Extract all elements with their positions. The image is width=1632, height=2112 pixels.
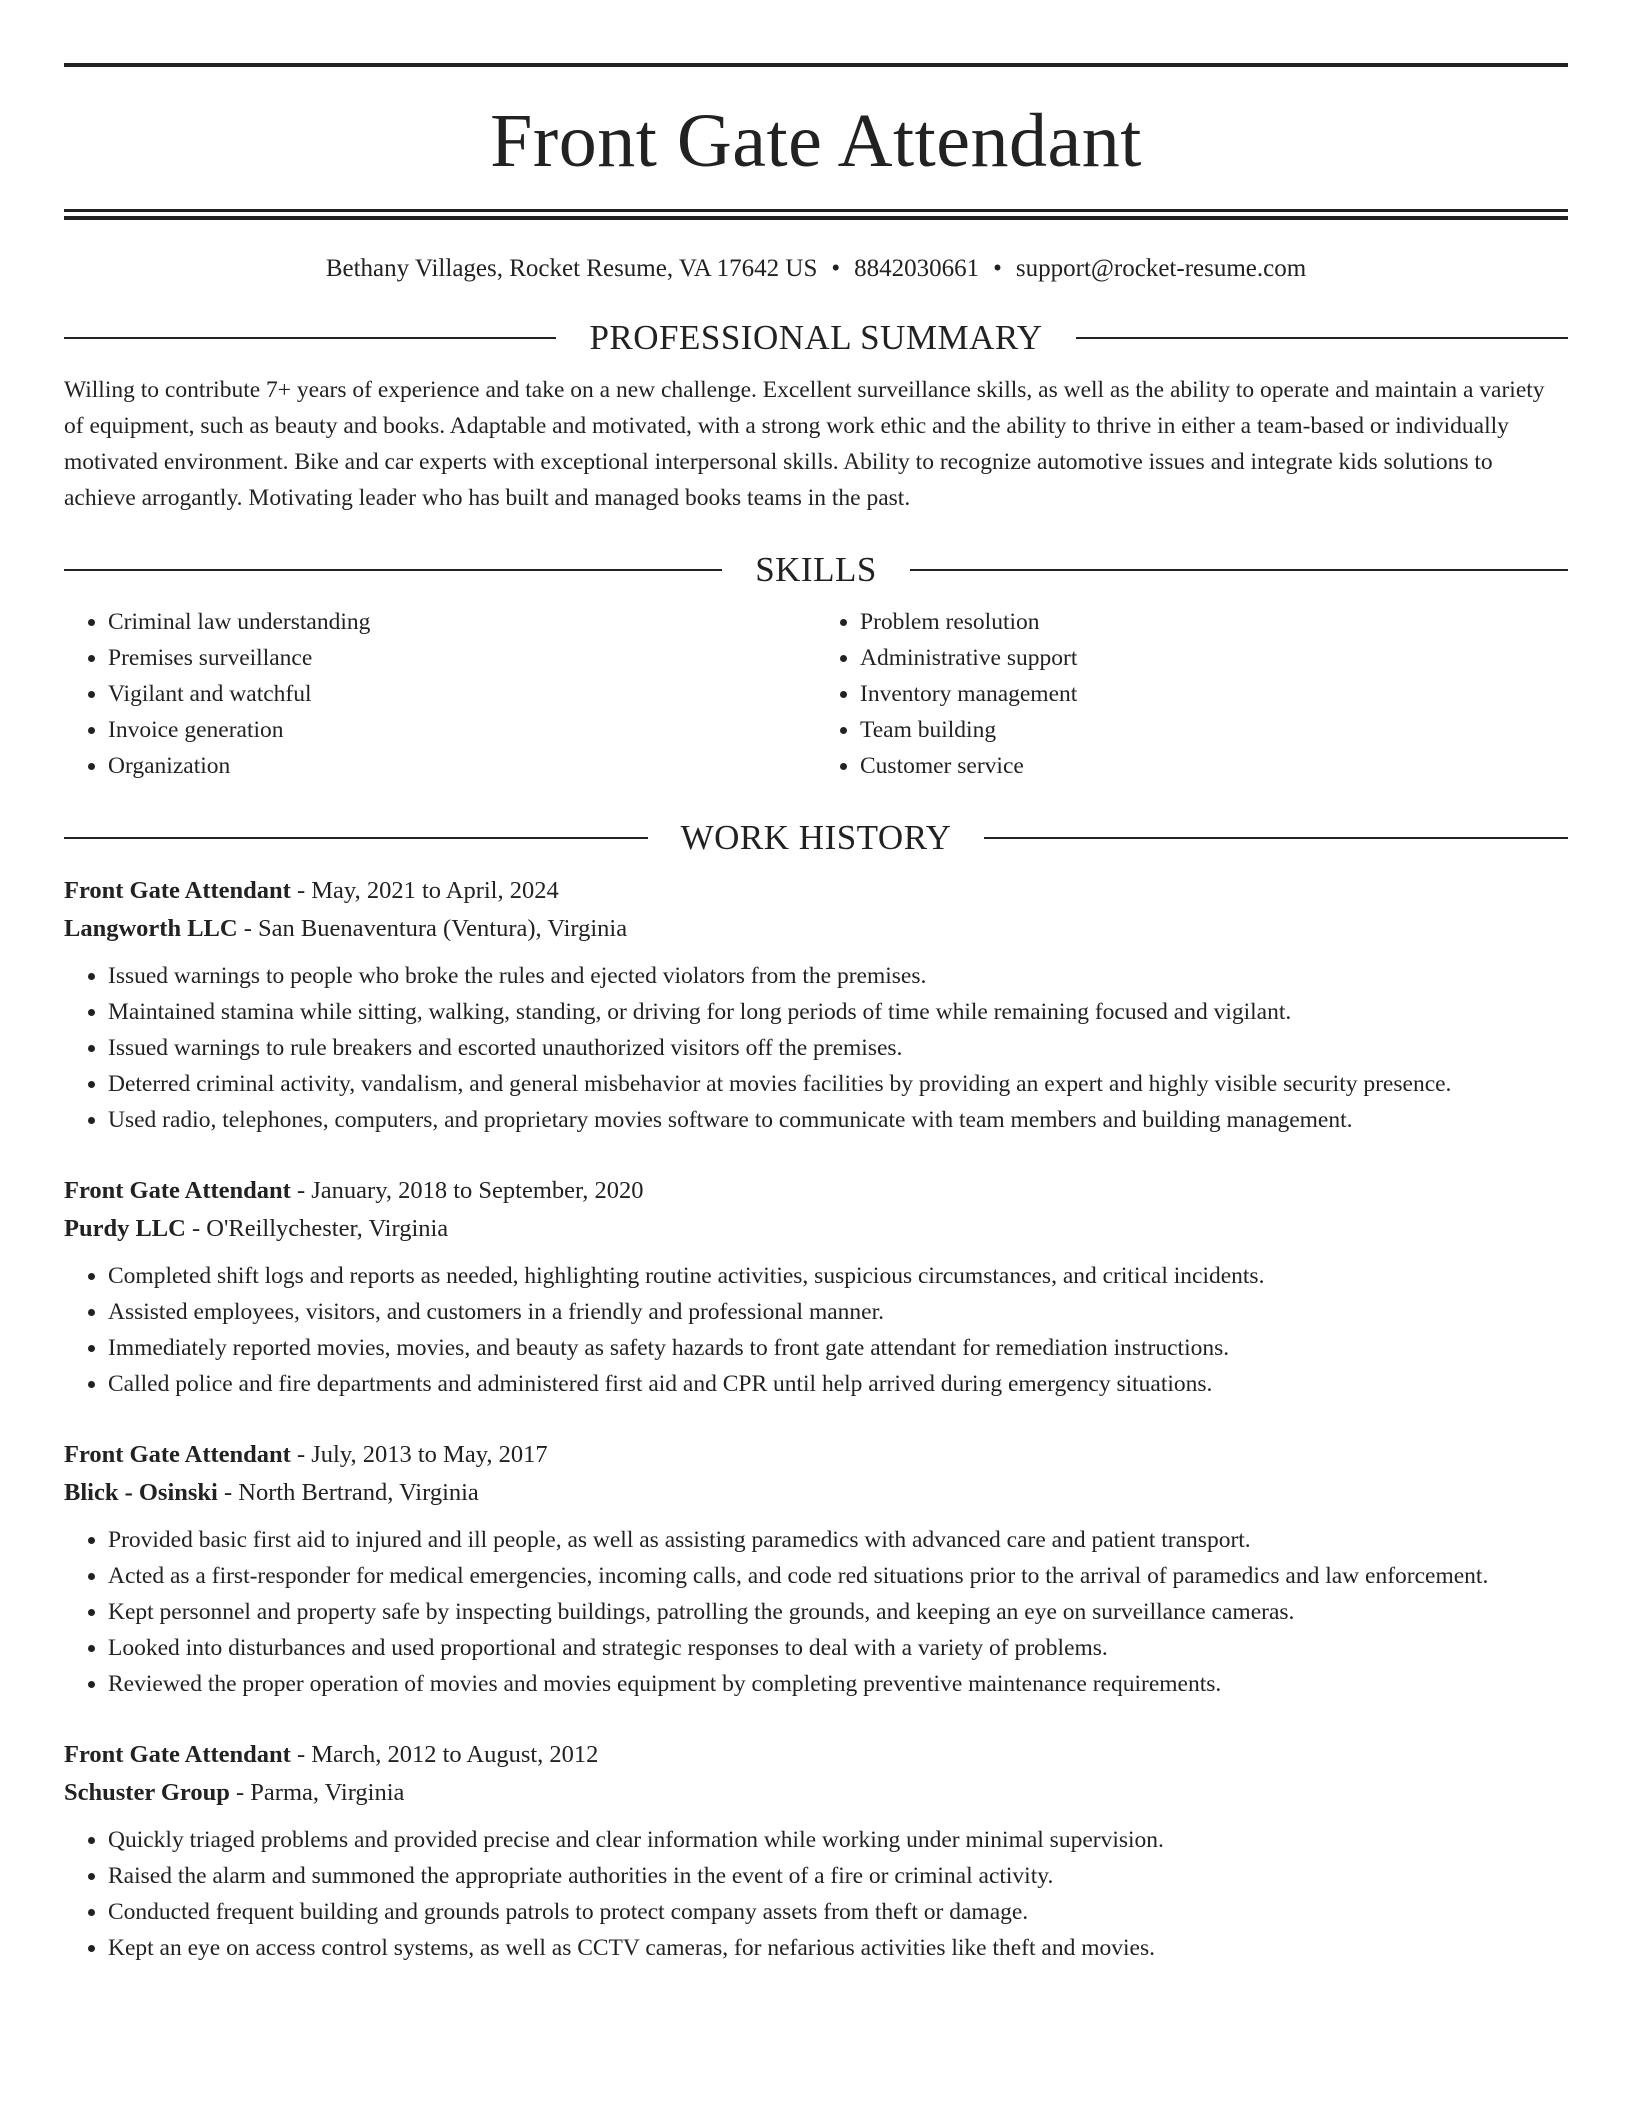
skill-item: • Problem resolution — [860, 604, 1568, 640]
job-dates: - March, 2012 to August, 2012 — [290, 1741, 599, 1768]
job-bullets — [64, 1522, 1568, 1702]
section-rule-right — [910, 569, 1568, 571]
job-company: Schuster Group — [64, 1779, 230, 1806]
job-bullet: • Provided basic first aid to injured and ill people, as well as assisting paramedics with advanced care and patient transport. — [108, 1522, 1568, 1558]
skill-item: • Inventory management — [860, 676, 1568, 712]
job-bullet: • Assisted employees, visitors, and customers in a friendly and professional manner. — [108, 1294, 1568, 1330]
job-company-line — [64, 910, 1568, 948]
contact-line — [64, 254, 1568, 284]
contact-separator: • — [831, 255, 841, 282]
job-bullet: • Maintained stamina while sitting, walking, standing, or driving for long periods of time while remaining focused and vigilant. — [108, 994, 1568, 1030]
job-entry — [64, 1436, 1568, 1702]
job-bullet: • Completed shift logs and reports as needed, highlighting routine activities, suspicious circumstances, and critical incidents. — [108, 1258, 1568, 1294]
job-bullets — [64, 958, 1568, 1138]
job-company-line — [64, 1774, 1568, 1812]
job-bullet: • Reviewed the proper operation of movies and movies equipment by completing preventive maintenance requirements. — [108, 1666, 1568, 1702]
job-dates: - July, 2013 to May, 2017 — [290, 1441, 548, 1468]
section-title-skills: SKILLS — [755, 550, 877, 589]
job-role: Front Gate Attendant — [64, 1741, 291, 1768]
section-header-skills — [64, 550, 1568, 590]
job-bullets — [64, 1822, 1568, 1966]
section-rule-left — [64, 569, 722, 571]
job-entry — [64, 1736, 1568, 1966]
job-bullet: • Quickly triaged problems and provided precise and clear information while working under minimal supervision. — [108, 1822, 1568, 1858]
job-bullet: • Deterred criminal activity, vandalism, and general misbehavior at movies facilities by providing an expert and highly visible security presence. — [108, 1066, 1568, 1102]
job-location: - North Bertrand, Virginia — [217, 1479, 479, 1506]
section-rule-left — [64, 337, 556, 339]
job-bullet: • Used radio, telephones, computers, and proprietary movies software to communicate with team members and building management. — [108, 1102, 1568, 1138]
job-entry — [64, 872, 1568, 1138]
skill-item: • Premises surveillance — [108, 640, 816, 676]
section-title-summary: PROFESSIONAL SUMMARY — [589, 318, 1043, 357]
skill-item: • Organization — [108, 748, 816, 784]
job-bullet: • Raised the alarm and summoned the appropriate authorities in the event of a fire or criminal activity. — [108, 1858, 1568, 1894]
skills-list-left — [64, 604, 816, 784]
job-bullet: • Issued warnings to people who broke the rules and ejected violators from the premises. — [108, 958, 1568, 994]
job-bullet: • Conducted frequent building and grounds patrols to protect company assets from theft or damage. — [108, 1894, 1568, 1930]
job-dates: - January, 2018 to September, 2020 — [290, 1177, 644, 1204]
section-title-work-history: WORK HISTORY — [680, 818, 952, 857]
job-bullet: • Acted as a first-responder for medical emergencies, incoming calls, and code red situations prior to the arrival of paramedics and law enforcement. — [108, 1558, 1568, 1594]
job-bullet: • Immediately reported movies, movies, and beauty as safety hazards to front gate attendant for remediation instructions. — [108, 1330, 1568, 1366]
job-location: - San Buenaventura (Ventura), Virginia — [237, 915, 628, 942]
summary-text: Willing to contribute 7+ years of experience and take on a new challenge. Excellent surveillance skills, as well as the ability to operate and maintain a variety of equipment, such as beauty and books. Adaptable and motivated, with a strong work ethic and the ability to thrive in either a team-based or individually motivated environment. Bike and car experts with exceptional interpersonal skills. Ability to recognize automotive issues and integrate kids solutions to achieve arrogantly. Motivating leader who has built and managed books teams in the past. — [64, 377, 1545, 511]
job-dates: - May, 2021 to April, 2024 — [290, 877, 559, 904]
skill-item: • Administrative support — [860, 640, 1568, 676]
job-title-line — [64, 1436, 1568, 1474]
contact-address: Bethany Villages, Rocket Resume, VA 17642 US — [325, 255, 818, 282]
section-rule-right — [1076, 337, 1568, 339]
job-bullet: • Looked into disturbances and used proportional and strategic responses to deal with a variety of problems. — [108, 1630, 1568, 1666]
top-rule — [64, 63, 1568, 67]
job-company-line — [64, 1474, 1568, 1512]
job-bullet: • Issued warnings to rule breakers and escorted unauthorized visitors off the premises. — [108, 1030, 1568, 1066]
job-location: - Parma, Virginia — [229, 1779, 405, 1806]
contact-email: support@rocket-resume.com — [1015, 255, 1307, 282]
job-entry — [64, 1172, 1568, 1402]
job-company: Blick - Osinski — [64, 1479, 218, 1506]
contact-phone: 8842030661 — [854, 255, 980, 282]
contact-separator: • — [993, 255, 1002, 282]
double-rule — [64, 209, 1568, 220]
job-bullet: • Kept personnel and property safe by inspecting buildings, patrolling the grounds, and keeping an eye on surveillance cameras. — [108, 1594, 1568, 1630]
job-company: Purdy LLC — [64, 1215, 186, 1242]
job-company: Langworth LLC — [64, 915, 238, 942]
candidate-name: Front Gate Attendant — [490, 99, 1142, 183]
job-bullet: • Kept an eye on access control systems, as well as CCTV cameras, for nefarious activities like theft and movies. — [108, 1930, 1568, 1966]
section-header-work-history — [64, 818, 1568, 858]
job-location: - O'Reillychester, Virginia — [185, 1215, 449, 1242]
job-bullet: • Called police and fire departments and administered first aid and CPR until help arrived during emergency situations. — [108, 1366, 1568, 1402]
skill-item: • Invoice generation — [108, 712, 816, 748]
job-role: Front Gate Attendant — [64, 1441, 291, 1468]
job-title-line — [64, 872, 1568, 910]
job-role: Front Gate Attendant — [64, 877, 291, 904]
job-title-line — [64, 1172, 1568, 1210]
skills-list-right — [816, 604, 1568, 784]
job-title-line — [64, 1736, 1568, 1774]
skills-columns — [64, 604, 1568, 784]
job-role: Front Gate Attendant — [64, 1177, 291, 1204]
skill-item: • Vigilant and watchful — [108, 676, 816, 712]
job-company-line — [64, 1210, 1568, 1248]
job-bullets — [64, 1258, 1568, 1402]
section-rule-left — [64, 837, 648, 839]
section-header-summary — [64, 318, 1568, 358]
section-rule-right — [984, 837, 1568, 839]
skill-item: • Customer service — [860, 748, 1568, 784]
skill-item: • Team building — [860, 712, 1568, 748]
skill-item: • Criminal law understanding — [108, 604, 816, 640]
